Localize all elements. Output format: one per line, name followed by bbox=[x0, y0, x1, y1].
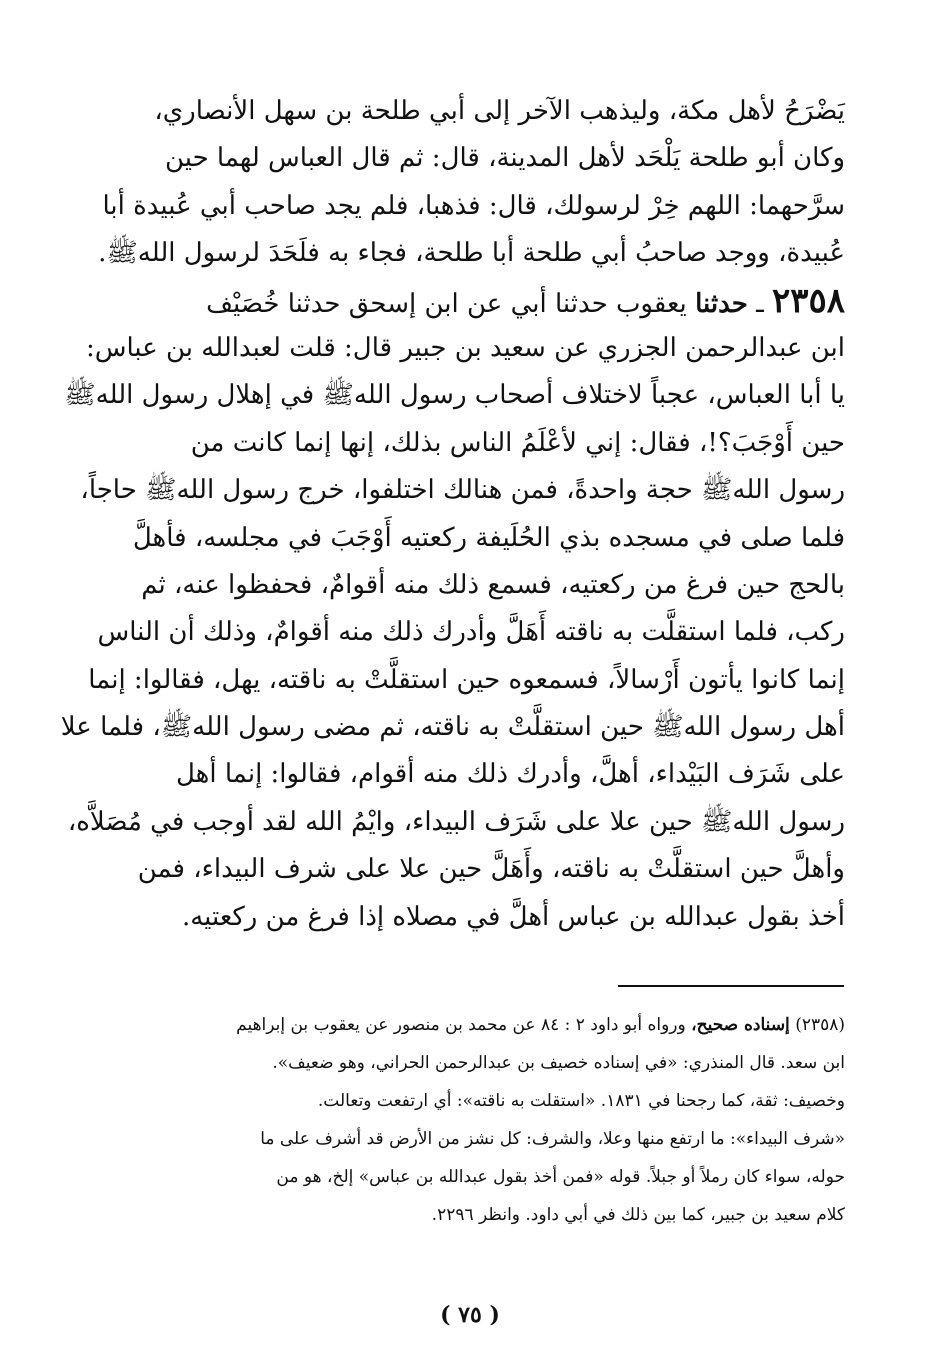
hadith-lead-word: حدثنا bbox=[695, 288, 748, 319]
text-line: سرَّحهما: اللهم خِرْ لرسولك، قال: فذهبا، فلم يجد صاحب أبي عُبيدة أبا bbox=[102, 190, 845, 221]
footnote-line: حوله، سواء كان رملاً أو جبلاً. قوله «فمن أخذ بقول عبدالله بن عباس» إلخ، هو من bbox=[276, 1167, 845, 1187]
text-line: فلما صلى في مسجده بذي الحُلَيفة ركعتيه أَوْجَبَ في مجلسه، فأهلَّ bbox=[132, 522, 845, 553]
text-line: أخذ بقول عبدالله بن عباس أهلَّ في مصلاه إذا فرغ من ركعتيه. bbox=[181, 901, 845, 932]
text-line: وكان أبو طلحة يَلْحَد لأهل المدينة، قال: ثم قال العباس لهما حين bbox=[164, 143, 845, 174]
page-number: ( ٧٥ ) bbox=[440, 1302, 500, 1328]
hadith-number: ٢٣٥٨ bbox=[771, 280, 845, 321]
main-text bbox=[60, 88, 845, 941]
text-line: رسول اللهﷺ حين علا على شَرَف البيداء، وايْمُ الله لقد أوجب في مُصَلاَّه، bbox=[67, 806, 845, 837]
footnote-line: كلام سعيد بن جبير، كما بين ذلك في أبي داود. وانظر ٢٢٩٦. bbox=[431, 1205, 845, 1225]
footnote-text: ورواه أبو داود ٢ : ٨٤ عن محمد بن منصور عن يعقوب بن إبراهيم bbox=[236, 1015, 686, 1035]
footnote-verdict: إسناده صحيح، bbox=[691, 1015, 790, 1035]
text-line: رسول اللهﷺ حجة واحدةً، فمن هنالك اختلفوا، خرج رسول اللهﷺ حاجاً، bbox=[80, 475, 845, 506]
text-line: يا أبا العباس، عجباً لاختلاف أصحاب رسول اللهﷺ في إهلال رسول اللهﷺ bbox=[64, 380, 845, 411]
footnote-line: «شرف البيداء»: ما ارتفع منها وعلا، والشرف: كل نشز من الأرض قد أشرف على ما bbox=[260, 1129, 845, 1149]
hadith-heading-line bbox=[140, 278, 845, 325]
footnote-ref: (٢٣٥٨) bbox=[795, 1015, 845, 1035]
footnotes bbox=[140, 1006, 845, 1234]
text-line: ابن عبدالرحمن الجزري عن سعيد بن جبير قال: قلت لعبدالله بن عباس: bbox=[85, 332, 845, 363]
footnote-divider bbox=[618, 985, 844, 987]
text-line: يَضْرَحُ لأهل مكة، وليذهب الآخر إلى أبي طلحة بن سهل الأنصاري، bbox=[154, 96, 845, 126]
text-line: وأهلَّ حين استقلَّتْ به ناقته، وأَهَلَّ حين علا على شرف البيداء، فمن bbox=[137, 854, 845, 885]
hadith-chain: يعقوب حدثنا أبي عن ابن إسحق حدثنا خُصَيْف bbox=[206, 288, 687, 319]
footnote-first-line bbox=[140, 1006, 845, 1044]
text-line: أهل رسول اللهﷺ حين استقلَّتْ به ناقته، ثم مضى رسول اللهﷺ، فلما علا bbox=[60, 712, 845, 743]
hadith-separator: ـ bbox=[756, 288, 764, 319]
text-line: عُبيدة، ووجد صاحبُ أبي طلحة أبا طلحة، فجاء به فلَحَدَ لرسول اللهﷺ. bbox=[98, 238, 845, 269]
text-line: حين أَوْجَبَ؟!، فقال: إني لأعْلَمُ الناس بذلك، إنها إنما كانت من bbox=[190, 427, 845, 458]
text-line: على شَرَف البَيْداء، أهلَّ، وأدرك ذلك منه أقوام، فقالوا: إنما أهل bbox=[175, 759, 845, 790]
text-line: ركب، فلما استقلَّت به ناقته أَهَلَّ وأدرك ذلك منه أقوامٌ، وذلك أن الناس bbox=[97, 617, 845, 648]
text-line: بالحج حين فرغ من ركعتيه، فسمع ذلك منه أقوامٌ، فحفظوا عنه، ثم bbox=[141, 569, 845, 600]
text-line: إنما كانوا يأتون أَرْسالاً، فسمعوه حين استقلَّتْ به ناقته، يهل، فقالوا: إنما bbox=[88, 664, 845, 695]
footnote-line: ابن سعد. قال المنذري: «في إسناده خصيف بن عبدالرحمن الحراني، وهو ضعيف». bbox=[272, 1053, 845, 1073]
footnote-line: وخصيف: ثقة، كما رجحنا في ١٨٣١. «استقلت به ناقته»: أي ارتفعت وتعالت. bbox=[317, 1091, 845, 1111]
